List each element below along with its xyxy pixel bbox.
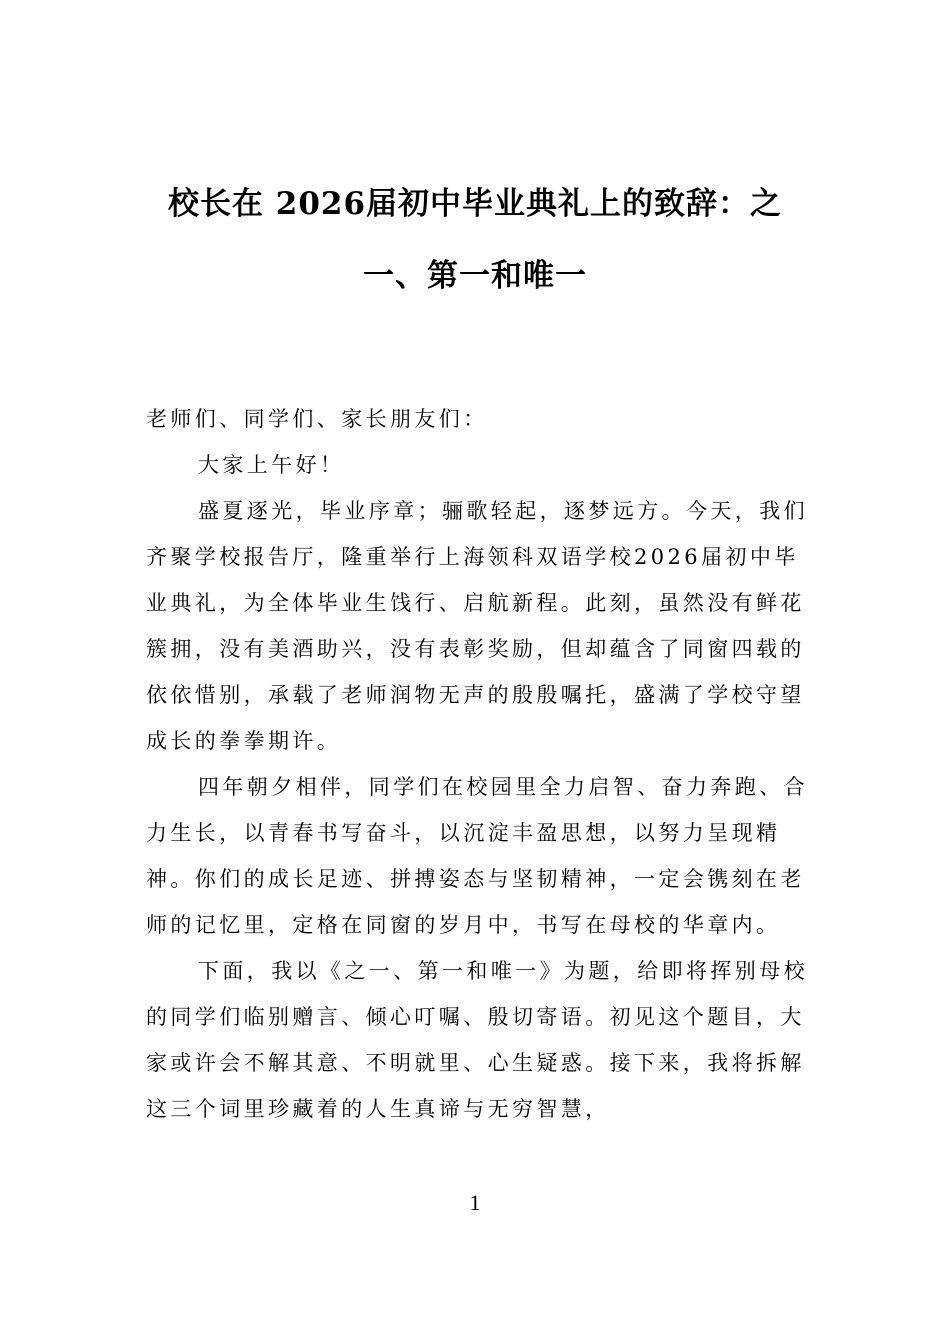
- paragraph-topic: 下面，我以《之一、第一和唯一》为题，给即将挥别母校的同学们临别赠言、倾心叮嘱、殷切寄语。初见这个题目，大家或许会不解其意、不明就里、心生疑惑。接下来，我将拆解这三个词里珍藏着的人生真谛与无穷智慧，: [146, 959, 808, 1121]
- paragraph-four-years: 四年朝夕相伴，同学们在校园里全力启智、奋力奔跑、合力生长，以青春书写奋斗，以沉淀丰盈思想，以努力呈现精神。你们的成长足迹、拼搏姿态与坚韧精神，一定会镌刻在老师的记忆里，定格在同窗的岁月中，书写在母校的华章内。: [146, 775, 808, 937]
- paragraph-opening: 盛夏逐光，毕业序章；骊歌轻起，逐梦远方。今天，我们齐聚学校报告厅，隆重举行上海领科双语学校2026届初中毕业典礼，为全体毕业生饯行、启航新程。此刻，虽然没有鲜花簇拥，没有美酒助兴，没有表彰奖励，但却蕴含了同窗四载的依依惜别，承载了老师润物无声的殷殷嘱托，盛满了学校守望成长的拳拳期许。: [146, 499, 808, 753]
- page-number: 1: [469, 1190, 481, 1215]
- title-line-2: 一、第一和唯一: [363, 258, 587, 294]
- document-title: [140, 168, 810, 312]
- paragraph-greeting: 大家上午好！: [198, 453, 345, 477]
- document-body: [146, 396, 811, 1132]
- title-line-1: 校长在 2026届初中毕业典礼上的致辞：之: [167, 186, 783, 222]
- salutation: 老师们、同学们、家长朋友们：: [146, 407, 488, 431]
